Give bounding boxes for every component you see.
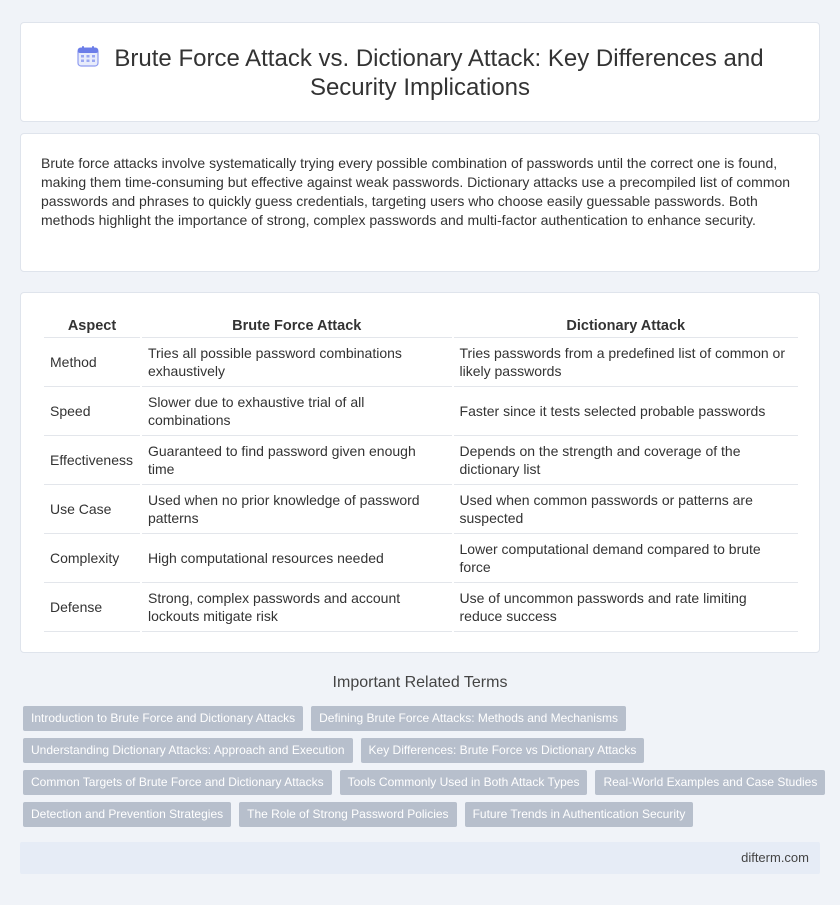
- row-brute-force: Used when no prior knowledge of password patterns: [141, 484, 453, 533]
- table-row: [43, 337, 798, 386]
- intro-text: Brute force attacks involve systematically trying every possible combination of passwords until the correct one is found, making them time-consuming but effective against weak passwords. Dictionary attacks use a precompiled list of common passwords and phrases to quickly guess credentials, targeting users who choose easily guessable passwords. Both methods highlight the importance of strong, complex passwords and multi-factor authentication to enhance security.: [41, 155, 791, 228]
- page-title-wrap: [21, 44, 819, 102]
- table-row: [43, 484, 798, 533]
- row-aspect: Effectiveness: [43, 435, 141, 484]
- header-aspect: Aspect: [43, 315, 141, 337]
- table-row: [43, 533, 798, 582]
- tag-row: [23, 770, 823, 802]
- related-term-link[interactable]: Introduction to Brute Force and Dictionary Attacks: [23, 706, 303, 731]
- tag-row: [23, 802, 823, 834]
- comparison-table-card: [20, 292, 820, 653]
- table-header-row: [43, 315, 798, 337]
- related-term-link[interactable]: Real-World Examples and Case Studies: [595, 770, 825, 795]
- row-dictionary: Depends on the strength and coverage of the dictionary list: [453, 435, 798, 484]
- footer: [20, 842, 820, 874]
- header-brute-force: Brute Force Attack: [141, 315, 453, 337]
- header-dictionary: Dictionary Attack: [453, 315, 798, 337]
- row-aspect: Method: [43, 337, 141, 386]
- row-brute-force: High computational resources needed: [141, 533, 453, 582]
- page-title: Brute Force Attack vs. Dictionary Attack: Key Differences and Security Implications: [114, 45, 764, 101]
- table-row: [43, 386, 798, 435]
- title-card: [20, 22, 820, 122]
- tag-row: [23, 738, 823, 770]
- row-dictionary: Use of uncommon passwords and rate limiting reduce success: [453, 582, 798, 631]
- related-term-link[interactable]: Tools Commonly Used in Both Attack Types: [340, 770, 588, 795]
- related-term-link[interactable]: The Role of Strong Password Policies: [239, 802, 456, 827]
- comparison-table: [42, 315, 798, 632]
- row-aspect: Defense: [43, 582, 141, 631]
- row-dictionary: Used when common passwords or patterns are suspected: [453, 484, 798, 533]
- related-terms-heading: Important Related Terms: [332, 674, 508, 691]
- table-row: [43, 582, 798, 631]
- row-brute-force: Strong, complex passwords and account lockouts mitigate risk: [141, 582, 453, 631]
- row-dictionary: Tries passwords from a predefined list of common or likely passwords: [453, 337, 798, 386]
- row-brute-force: Slower due to exhaustive trial of all combinations: [141, 386, 453, 435]
- tag-row: [23, 706, 823, 738]
- footer-brand[interactable]: difterm.com: [741, 850, 809, 865]
- row-aspect: Complexity: [43, 533, 141, 582]
- related-term-link[interactable]: Understanding Dictionary Attacks: Approach and Execution: [23, 738, 353, 763]
- related-terms-list: [23, 706, 823, 834]
- related-term-link[interactable]: Key Differences: Brute Force vs Dictionary Attacks: [361, 738, 645, 763]
- row-aspect: Speed: [43, 386, 141, 435]
- row-dictionary: Faster since it tests selected probable passwords: [453, 386, 798, 435]
- related-term-link[interactable]: Detection and Prevention Strategies: [23, 802, 231, 827]
- intro-card: [20, 133, 820, 272]
- row-aspect: Use Case: [43, 484, 141, 533]
- related-term-link[interactable]: Defining Brute Force Attacks: Methods and Mechanisms: [311, 706, 626, 731]
- calendar-icon: [76, 44, 100, 68]
- related-term-link[interactable]: Common Targets of Brute Force and Dictionary Attacks: [23, 770, 332, 795]
- row-dictionary: Lower computational demand compared to brute force: [453, 533, 798, 582]
- row-brute-force: Tries all possible password combinations exhaustively: [141, 337, 453, 386]
- row-brute-force: Guaranteed to find password given enough time: [141, 435, 453, 484]
- table-row: [43, 435, 798, 484]
- related-term-link[interactable]: Future Trends in Authentication Security: [465, 802, 694, 827]
